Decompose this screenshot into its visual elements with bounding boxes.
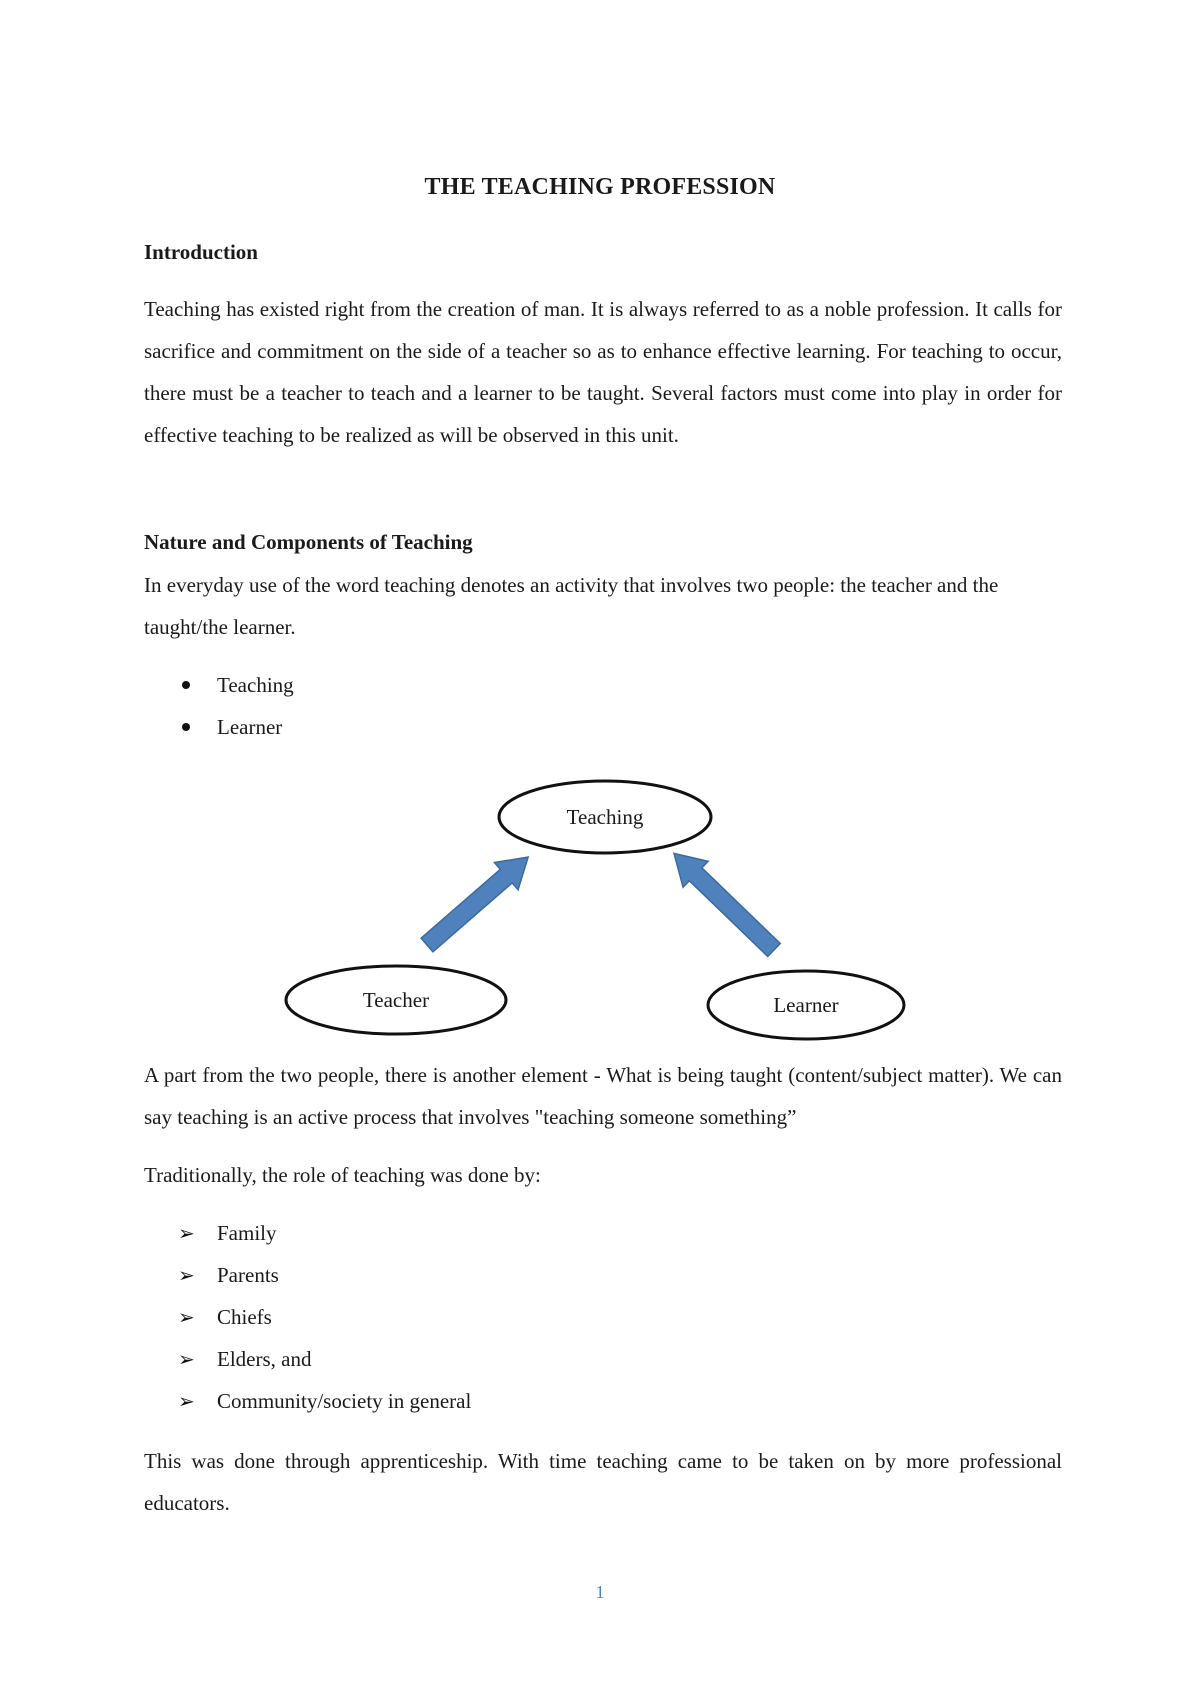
teaching-node [499,781,711,853]
nature-components-heading: Nature and Components of Teaching [144,530,473,554]
list-item [144,1338,471,1380]
list-item-label: Family [217,1221,277,1245]
nature-paragraph: In everyday use of the word teaching denotes an activity that involves two people: the teacher and the taught/the learner. [144,573,999,639]
arrow-bullet-icon: ➢ [178,1221,195,1245]
arrow-bullet-icon: ➢ [178,1389,195,1413]
arrow-bullet-icon: ➢ [178,1305,195,1329]
list-item-label: Teaching [217,673,294,697]
list-item [144,664,294,706]
components-bullet-list [144,664,294,748]
list-item [144,1212,471,1254]
arrow-bullet-icon: ➢ [178,1263,195,1287]
teacher-node [286,966,506,1034]
page-title: THE TEACHING PROFESSION [424,174,776,200]
teaching-node-label: Teaching [566,805,644,829]
page-number: 1 [595,1582,605,1602]
introduction-paragraph: Teaching has existed right from the creation of man. It is always referred to as a noble profession. It calls for sacrifice and commitment on the side of a teacher so as to enhance effective learning. For teaching to occur, there must be a teacher to teach and a learner to be taught. Several factors must come into play in order for effective teaching to be realized as will be observed in this unit. [144,297,1062,447]
learner-node-label: Learner [773,993,839,1017]
list-item [144,706,294,748]
traditional-roles-list [144,1212,471,1422]
bullet-dot-icon [182,681,190,689]
teacher-to-teaching-arrow-icon [415,844,540,959]
list-item-label: Learner [217,715,283,739]
traditional-intro: Traditionally, the role of teaching was done by: [144,1163,541,1187]
introduction-heading: Introduction [144,240,258,264]
list-item-label: Elders, and [217,1347,312,1371]
arrow-bullet-icon: ➢ [178,1347,195,1371]
element-paragraph: A part from the two people, there is another element - What is being taught (content/subject matter). We can say teaching is an active process that involves "teaching someone something” [144,1063,1062,1129]
list-item-label: Community/society in general [217,1389,472,1413]
list-item [144,1380,471,1422]
list-item-label: Chiefs [217,1305,272,1329]
teaching-diagram [0,760,1200,1060]
teacher-node-label: Teacher [362,988,430,1012]
learner-to-teaching-arrow-icon [662,840,787,962]
learner-node [708,971,904,1039]
list-item-label: Parents [217,1263,279,1287]
list-item [144,1296,471,1338]
list-item [144,1254,471,1296]
closing-paragraph: This was done through apprenticeship. With time teaching came to be taken on by more professional educators. [144,1449,1062,1515]
bullet-dot-icon [182,723,190,731]
